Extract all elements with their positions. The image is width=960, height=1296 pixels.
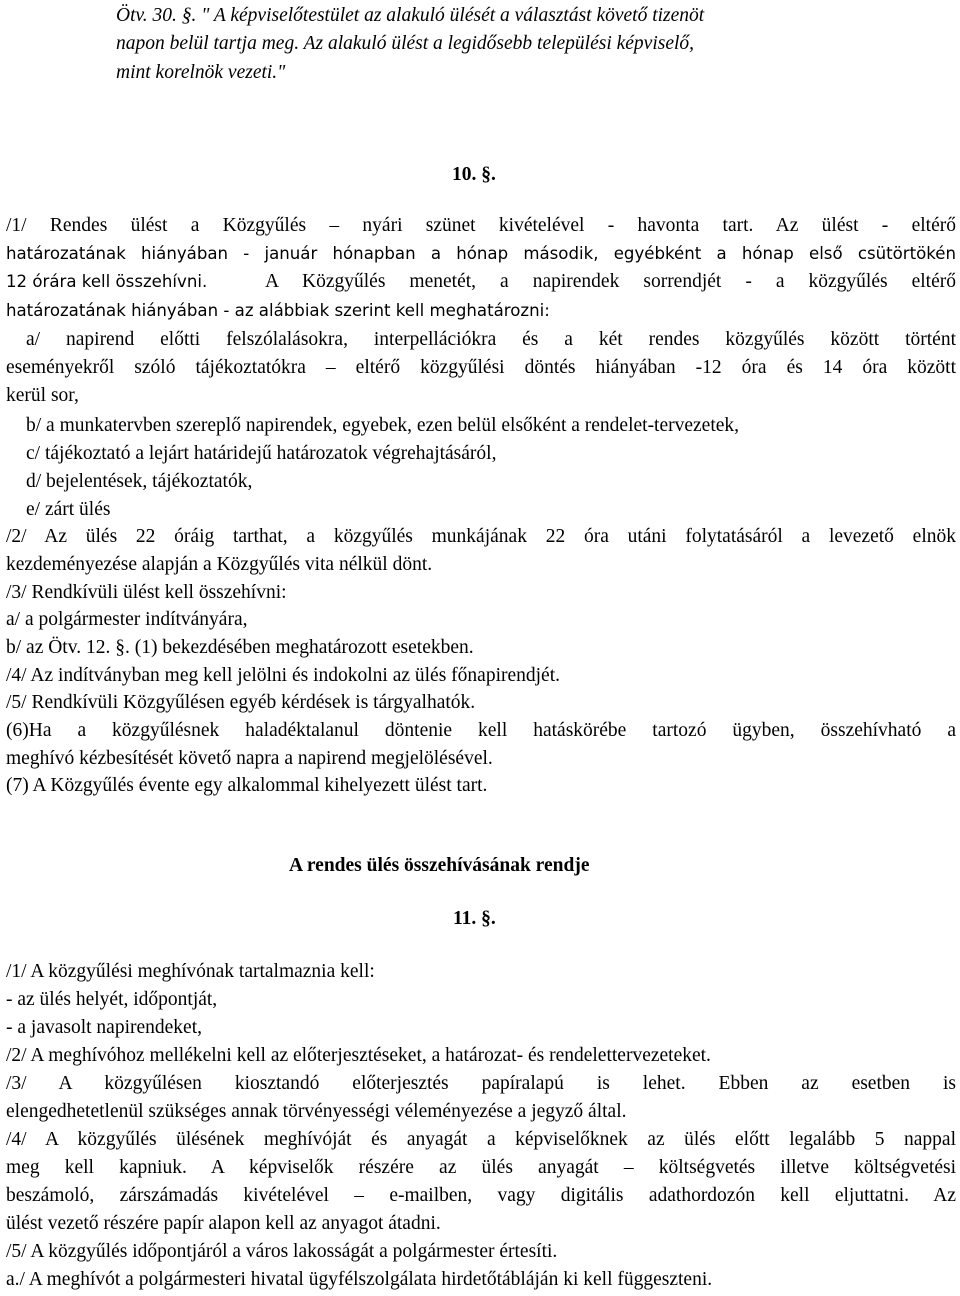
paragraph-text: beszámoló, zárszámadás kivételével – e-mailben, vagy digitális adathordozón kell eljuttatni. Az	[6, 1185, 956, 1206]
paragraph-text: - a javasolt napirendeket,	[6, 1017, 202, 1038]
paragraph-text: /4/ A közgyűlés ülésének meghívóját és anyagát a képviselőknek az ülés előtt legalább 5 nappal	[6, 1129, 956, 1150]
quote-line: mint korelnök vezeti."	[116, 62, 286, 83]
list-item-a: a/ napirend előtti felszólalásokra, interpellációkra és a két rendes közgyűlés között történt	[26, 329, 956, 350]
section-11-title: A rendes ülés összehívásának rendje	[289, 855, 590, 876]
paragraph-text: /2/ A meghívóhoz mellékelni kell az előterjesztéseket, a határozat- és rendelettervezeteket.	[6, 1045, 711, 1066]
list-item-a: eseményekről szóló tájékoztatókra – eltérő közgyűlési döntés hiányában -12 óra és 14 óra között	[6, 357, 956, 378]
paragraph-text: határozatának hiányában - január hónapban a hónap második, egyébként a hónap első csütörtökén	[6, 244, 956, 263]
paragraph-text: a/ a polgármester indítványára,	[6, 609, 248, 630]
section-11-heading: 11. §.	[453, 908, 496, 929]
paragraph-text: elengedhetetlenül szükséges annak törvényességi véleményezése a jegyző által.	[6, 1101, 627, 1122]
paragraph-text: /3/ Rendkívüli ülést kell összehívni:	[6, 582, 287, 603]
paragraph-text: /1/ A közgyűlési meghívónak tartalmaznia kell:	[6, 961, 375, 982]
list-item-a: kerül sor,	[6, 385, 79, 406]
paragraph-text: /5/ A közgyűlés időpontjáról a város lakosságát a polgármester értesíti.	[6, 1241, 558, 1262]
paragraph-text: (6)Ha a közgyűlésnek haladéktalanul döntenie kell hatáskörébe tartozó ügyben, összehívható a	[6, 720, 956, 741]
paragraph-text: /5/ Rendkívüli Közgyűlésen egyéb kérdések is tárgyalhatók.	[6, 692, 476, 713]
list-item-e: e/ zárt ülés	[26, 499, 111, 520]
paragraph-text: A Közgyűlés menetét, a napirendek sorrendjét - a közgyűlés eltérő	[265, 271, 956, 292]
paragraph-text: kezdeményezése alapján a Közgyűlés vita nélkül dönt.	[6, 554, 433, 575]
paragraph-text: a./ A meghívót a polgármesteri hivatal ügyfélszolgálata hirdetőtábláján ki kell függeszteni.	[6, 1269, 713, 1290]
paragraph-text: /4/ Az indítványban meg kell jelölni és indokolni az ülés főnapirendjét.	[6, 665, 560, 686]
paragraph-text: /1/ Rendes ülést a Közgyűlés – nyári szünet kivételével - havonta tart. Az ülést - eltérő	[6, 215, 956, 236]
section-10-heading: 10. §.	[452, 164, 496, 185]
paragraph-text: 12 órára kell összehívni.	[6, 272, 208, 291]
paragraph-text: (7) A Közgyűlés évente egy alkalommal kihelyezett ülést tart.	[6, 775, 488, 796]
paragraph-text: meghívó kézbesítését követő napra a napirend megjelölésével.	[6, 748, 493, 769]
paragraph-text: /2/ Az ülés 22 óráig tarthat, a közgyűlés munkájának 22 óra utáni folytatásáról a levezető elnök	[6, 526, 956, 547]
quote-line: Ötv. 30. §. " A képviselőtestület az alakuló ülését a választást követő tizenöt	[116, 5, 705, 26]
list-item-d: d/ bejelentések, tájékoztatók,	[26, 471, 253, 492]
paragraph-text: /3/ A közgyűlésen kiosztandó előterjesztés papíralapú is lehet. Ebben az esetben is	[6, 1073, 956, 1094]
list-item-b: b/ a munkatervben szereplő napirendek, egyebek, ezen belül elsőként a rendelet-tervezetek,	[26, 415, 740, 436]
quote-line: napon belül tartja meg. Az alakuló ülést a legidősebb települési képviselő,	[116, 33, 695, 54]
paragraph-text: - az ülés helyét, időpontját,	[6, 989, 218, 1010]
paragraph-text: b/ az Ötv. 12. §. (1) bekezdésében meghatározott esetekben.	[6, 637, 474, 658]
list-item-c: c/ tájékoztató a lejárt határidejű határozatok végrehajtásáról,	[26, 443, 497, 464]
paragraph-text: meg kell kapniuk. A képviselők részére az ülés anyagát – költségvetés illetve költségvetési	[6, 1157, 956, 1178]
paragraph-text: ülést vezető részére papír alapon kell az anyagot átadni.	[6, 1213, 441, 1234]
paragraph-text: határozatának hiányában - az alábbiak szerint kell meghatározni:	[6, 301, 550, 320]
